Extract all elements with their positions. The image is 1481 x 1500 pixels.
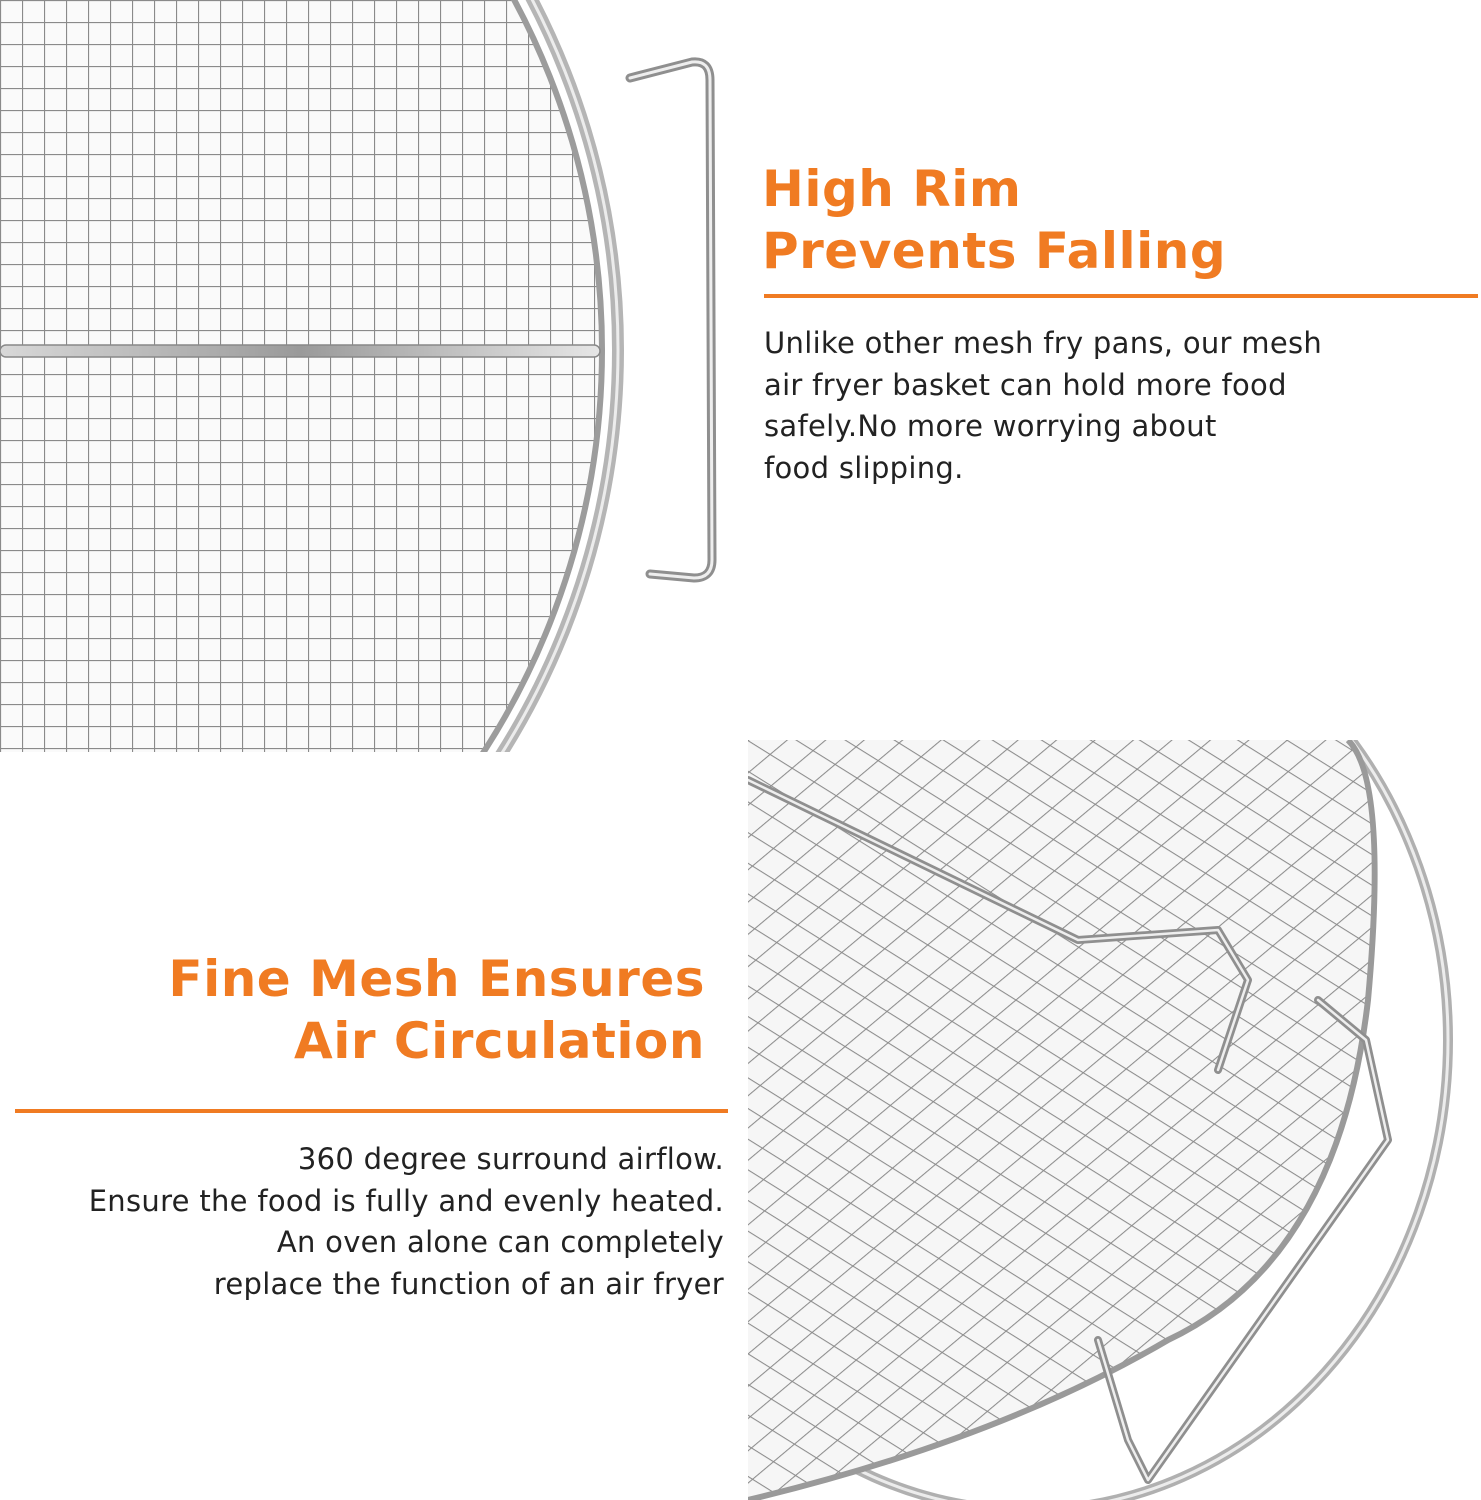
description-fine-mesh	[89, 1139, 724, 1305]
description-line: 360 degree surround airflow.	[297, 1142, 724, 1176]
description-line: replace the function of an air fryer	[213, 1266, 724, 1301]
description-line: Ensure the food is fully and evenly heated.	[88, 1183, 724, 1218]
mesh-basket-bottom-photo	[748, 740, 1481, 1500]
description-line: Unlike other mesh fry pans, our mesh	[764, 326, 1323, 360]
heading-line: Prevents Falling	[762, 222, 1227, 280]
description-line: An oven alone can completely	[276, 1225, 724, 1259]
description-line: food slipping.	[764, 450, 964, 485]
heading-fine-mesh	[168, 948, 705, 1072]
heading-line: Air Circulation	[294, 1012, 705, 1070]
description-line: air fryer basket can hold more food	[764, 367, 1287, 402]
heading-line: Fine Mesh Ensures	[168, 950, 705, 1008]
description-line: safely.No more worrying about	[764, 409, 1217, 443]
mesh-tray-top-photo	[0, 0, 740, 752]
description-high-rim	[764, 323, 1322, 489]
heading-high-rim	[762, 158, 1226, 282]
mesh-basket-bottom-illustration	[748, 740, 1481, 1500]
divider-line	[15, 1109, 728, 1113]
mesh-tray-top-illustration	[0, 0, 740, 752]
divider-line	[764, 294, 1478, 298]
heading-line: High Rim	[762, 160, 1022, 218]
